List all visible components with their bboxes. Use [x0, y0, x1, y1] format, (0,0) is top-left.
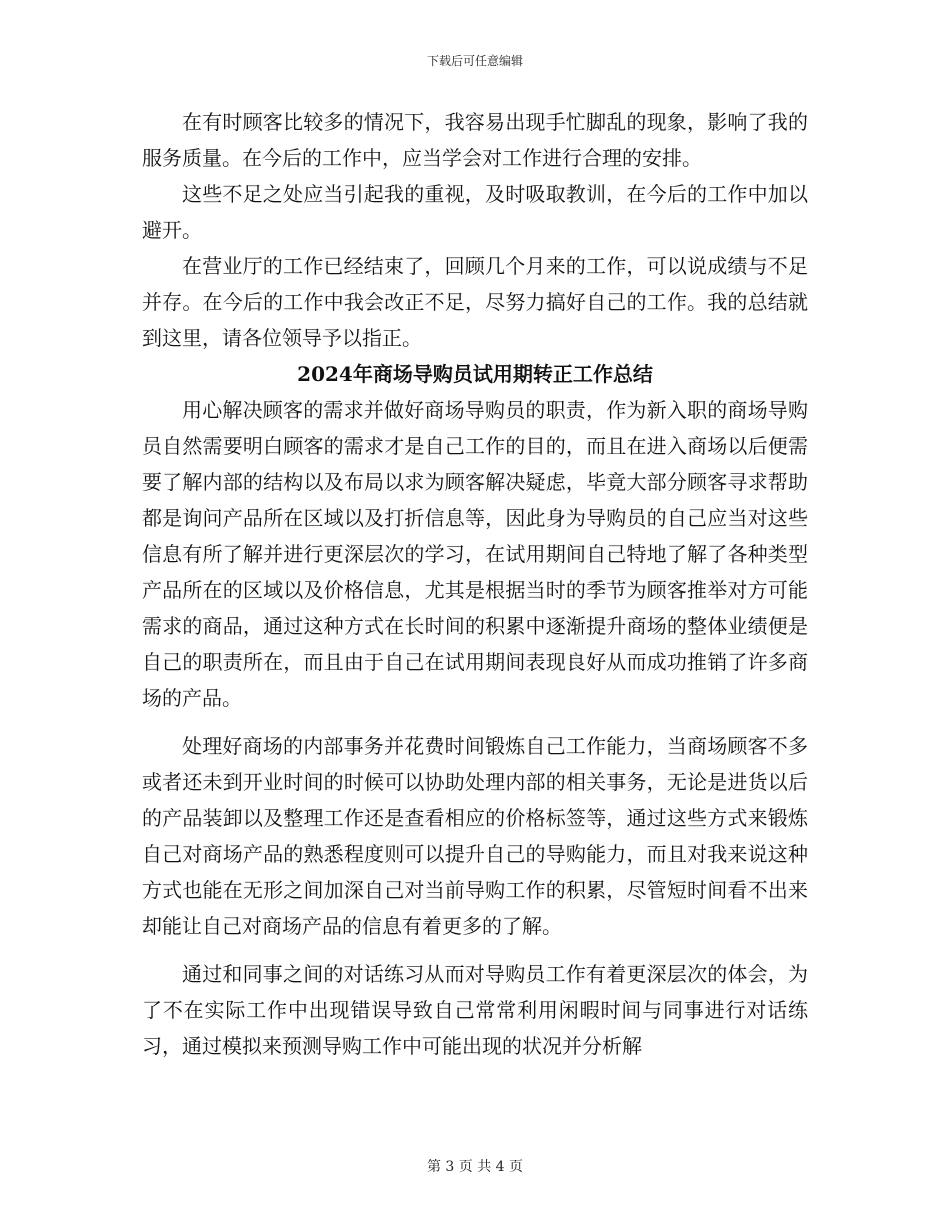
section-title: 2024年商场导购员试用期转正工作总结 [297, 362, 653, 386]
paragraph-conclusion: 在营业厅的工作已经结束了，回顾几个月来的工作，可以说成绩与不足并存。在今后的工作中我会改正不足，尽努力搞好自己的工作。我的总结就到这里，请各位领导予以指正。 [142, 254, 808, 350]
document-body [142, 104, 808, 1064]
paragraph-dialogue-practice: 通过和同事之间的对话练习从而对导购员工作有着更深层次的体会，为了不在实际工作中出现错误导致自己常常利用闲暇时间与同事进行对话练习，通过模拟来预测导购工作中可能出现的状况并分析解 [142, 962, 808, 1058]
paragraph-internal-affairs: 处理好商场的内部事务并花费时间锻炼自己工作能力，当商场顾客不多或者还未到开业时间的时候可以协助处理内部的相关事务，无论是进货以后的产品装卸以及整理工作还是查看相应的价格标签等，通过这些方式来锻炼自己对商场产品的熟悉程度则可以提升自己的导购能力，而且对我来说这种方式也能在无形之间加深自己对当前导购工作的积累，尽管短时间看不出来却能让自己对商场产品的信息有着更多的了解。 [142, 734, 808, 938]
paragraph-service-quality: 在有时顾客比较多的情况下，我容易出现手忙脚乱的现象，影响了我的服务质量。在今后的工作中，应当学会对工作进行合理的安排。 [142, 110, 808, 170]
page-number: 第 3 页 共 4 页 [426, 1159, 524, 1175]
page-header: 下载后可任意编辑 [426, 54, 523, 68]
paragraph-shortcomings: 这些不足之处应当引起我的重视，及时吸取教训，在今后的工作中加以避开。 [142, 182, 808, 242]
paragraph-customer-needs: 用心解决顾客的需求并做好商场导购员的职责，作为新入职的商场导购员自然需要明白顾客的需求才是自己工作的目的，而且在进入商场以后便需要了解内部的结构以及布局以求为顾客解决疑虑，毕竟大部分顾客寻求帮助都是询问产品所在区域以及打折信息等，因此身为导购员的自己应当对这些信息有所了解并进行更深层次的学习，在试用期间自己特地了解了各种类型产品所在的区域以及价格信息，尤其是根据当时的季节为顾客推举对方可能需求的商品，通过这种方式在长时间的积累中逐渐提升商场的整体业绩便是自己的职责所在，而且由于自己在试用期间表现良好从而成功推销了许多商场的产品。 [142, 398, 808, 710]
